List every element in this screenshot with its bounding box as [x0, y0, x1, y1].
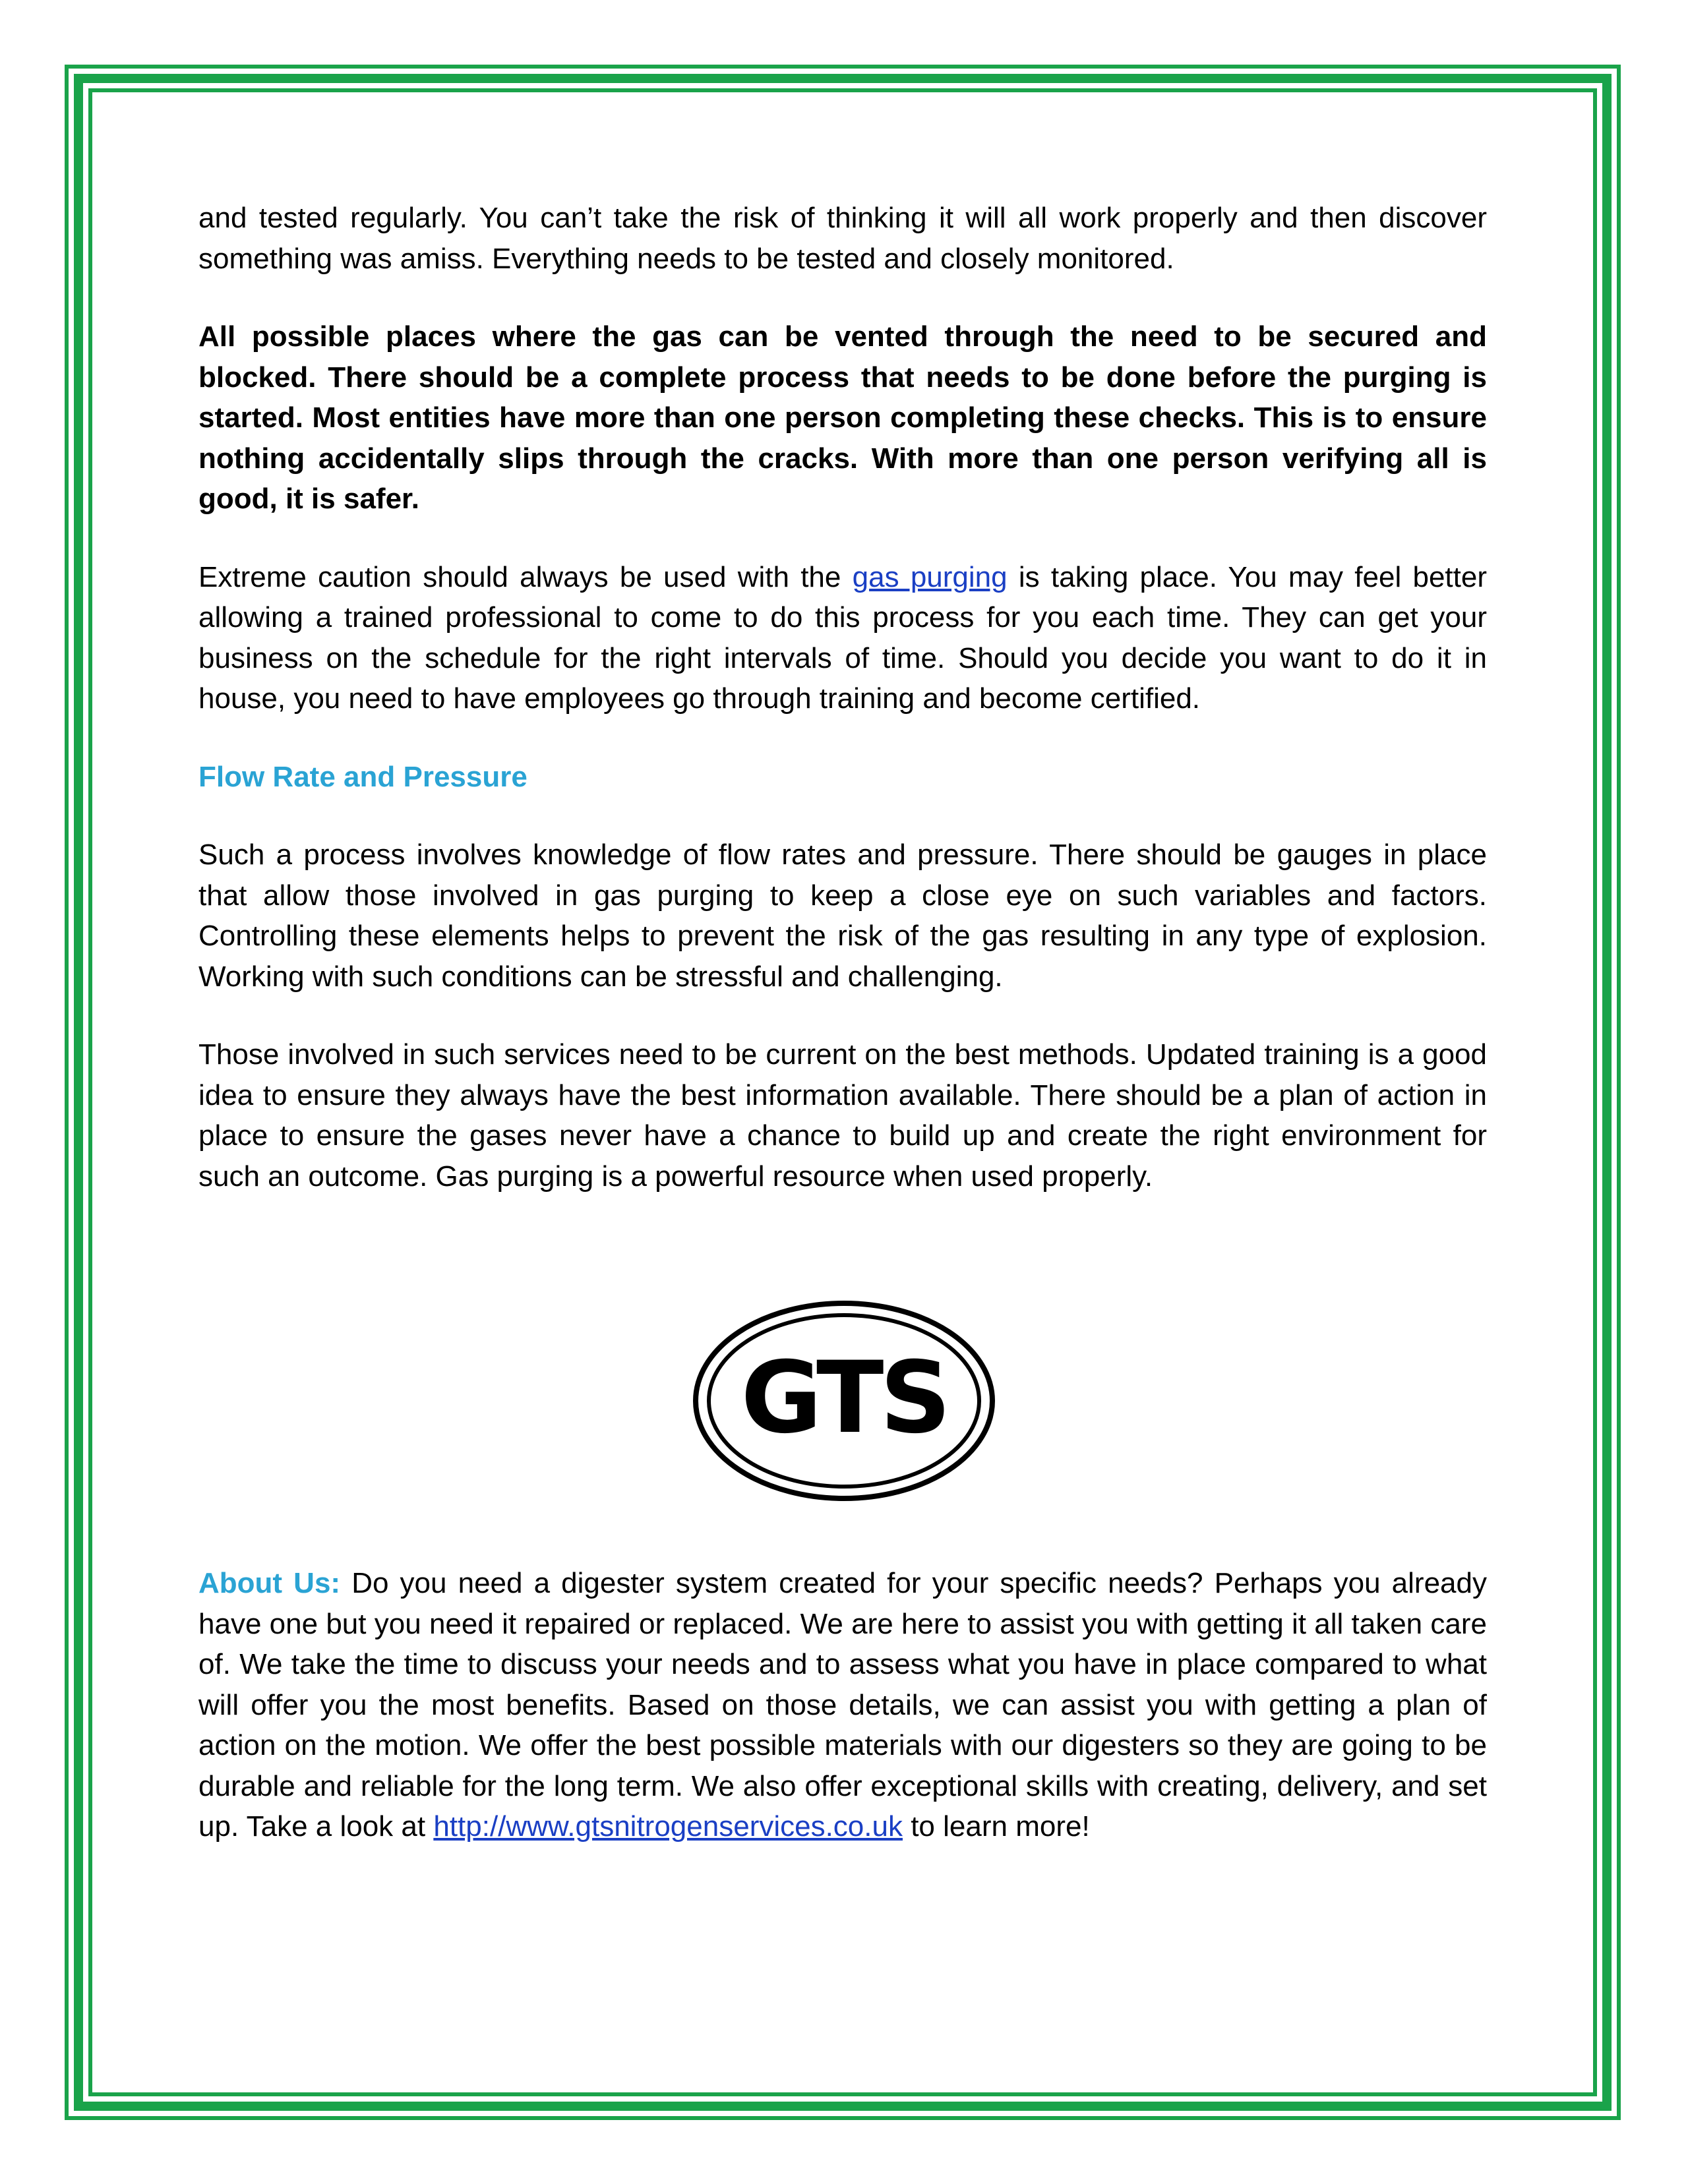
- paragraph-about-us: [198, 1563, 1487, 1847]
- gas-purging-link[interactable]: gas purging: [852, 560, 1008, 593]
- section-heading-flow-rate: Flow Rate and Pressure: [198, 760, 528, 793]
- about-section: [198, 1563, 1487, 1847]
- logo-text: GTS: [740, 1341, 948, 1456]
- caution-text-start: Extreme caution should always be used with the: [198, 560, 853, 593]
- about-us-text: Do you need a digester system created for your specific needs? Perhaps you already have one but you need it repaired or replaced. We are here to assist you with getting it all taken care of. We take the time to discuss your needs and to assess what you have in place compared to what will offer you the most benefits. Based on those details, we can assist you with getting a plan of action on the motion. We offer the best possible materials with our digesters so they are going to be durable and reliable for the long term. We also offer exceptional skills with creating, delivery, and set up. Take a look at: [198, 1567, 1487, 1843]
- about-us-label: About Us:: [198, 1567, 341, 1599]
- paragraph-training: Those involved in such services need to be current on the best methods. Updated training is a good idea to ensure they always have the best information available. There should be a plan of action in place to ensure the gases never have a chance to build up and create the right environment for such an outcome. Gas purging is a powerful resource when used properly.: [198, 1038, 1487, 1193]
- paragraph-testing: and tested regularly. You can’t take the risk of thinking it will all work properly and then discover something was amiss. Everything needs to be tested and closely monitored.: [198, 202, 1487, 275]
- caution-text-end: is taking place. You may feel better allowing a trained professional to come to do this process for you each time. They can get your business on the schedule for the right intervals of time. Should you decide you want to do it in house, you need to have employees go through training and become certified.: [198, 560, 1487, 715]
- paragraph-venting-bold: All possible places where the gas can be vented through the need to be secured and blocked. There should be a complete process that needs to be done before the purging is started. Most entities have more than one person completing these checks. This is to ensure nothing accidentally slips through the cracks. With more than one person verifying all is good, it is safer.: [198, 320, 1487, 515]
- document-body: [198, 198, 1487, 1196]
- about-us-closing: to learn more!: [902, 1810, 1090, 1843]
- gts-logo: [692, 1300, 996, 1502]
- paragraph-caution: [198, 557, 1487, 719]
- website-link[interactable]: http://www.gtsnitrogenservices.co.uk: [433, 1810, 903, 1843]
- paragraph-flow-rates: Such a process involves knowledge of flow rates and pressure. There should be gauges in place that allow those involved in gas purging to keep a close eye on such variables and factors. Controlling these elements helps to prevent the risk of the gas resulting in any type of explosion. Working with such conditions can be stressful and challenging.: [198, 839, 1487, 993]
